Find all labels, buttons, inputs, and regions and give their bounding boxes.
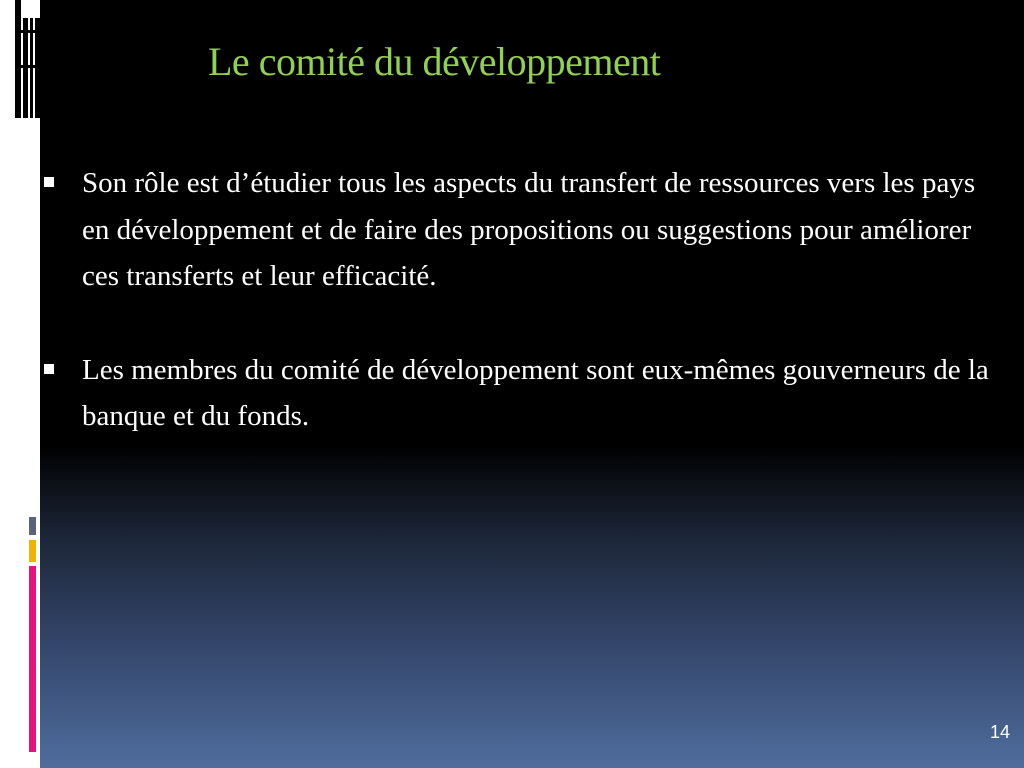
bullet-text: Les membres du comité de développement sont eux-mêmes gouverneurs de la banque et du fonds. (82, 353, 989, 432)
accent-bar-gold (29, 540, 36, 562)
decorative-bar (35, 18, 40, 118)
decorative-bar (23, 18, 28, 118)
bullet-text: Son rôle est d’étudier tous les aspects du transfert de ressources vers les pays en développement et de faire des propositions ou suggestions pour améliorer ces transferts et leur efficacité. (82, 167, 976, 292)
decorative-bar (21, 65, 40, 68)
accent-bar-gray (29, 517, 36, 535)
bullet-list (42, 160, 992, 440)
left-decorative-strip (0, 0, 40, 768)
decorative-bar (30, 18, 33, 118)
bullet-item-members (42, 347, 992, 440)
decorative-bar (15, 0, 21, 118)
decorative-bar (21, 30, 40, 33)
accent-bar-pink (29, 566, 36, 752)
slide-title: Le comité du développement (208, 39, 661, 84)
bullet-item-role (42, 160, 992, 300)
square-bullet-icon (44, 177, 54, 187)
square-bullet-icon (44, 364, 54, 374)
page-number: 14 (989, 722, 1010, 742)
